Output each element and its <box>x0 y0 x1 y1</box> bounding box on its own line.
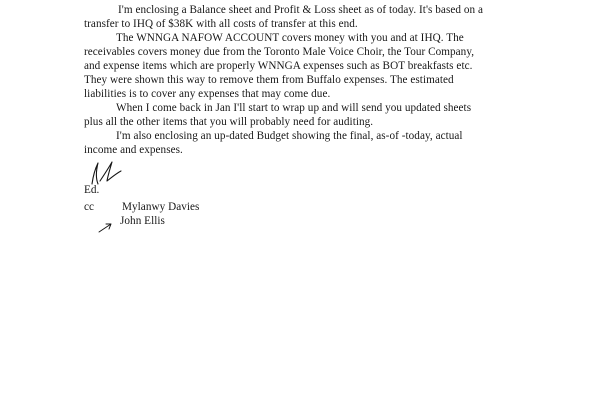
cc-label: cc <box>84 201 95 213</box>
paragraph-2-line-1: The WNNGA NAFOW ACCOUNT covers money with you and at IHQ. The <box>116 32 464 44</box>
paragraph-3-line-2: plus all the other items that you will probably need for auditing. <box>84 116 374 128</box>
signoff-name: Ed. <box>84 184 100 196</box>
paragraph-4-line-2: income and expenses. <box>84 144 183 156</box>
paragraph-2-line-4: They were shown this way to remove them from Buffalo expenses. The estimated <box>84 74 454 86</box>
paragraph-2-line-5: liabilities is to cover any expenses that may come due. <box>84 88 331 100</box>
cc-recipient-2: John Ellis <box>120 215 165 227</box>
paragraph-4-line-1: I'm also enclosing an up-dated Budget showing the final, as-of -today, actual <box>116 130 463 142</box>
paragraph-2-line-2: receivables covers money due from the Toronto Male Voice Choir, the Tour Company, <box>84 46 475 58</box>
paragraph-1-line-1: I'm enclosing a Balance sheet and Profit & Loss sheet as of today. It's based on a <box>118 4 483 16</box>
cc-recipient-1: Mylanwy Davies <box>122 201 200 213</box>
paragraph-1-line-2: transfer to IHQ of $38K with all costs of transfer at this end. <box>84 18 358 30</box>
paragraph-3-line-1: When I come back in Jan I'll start to wrap up and will send you updated sheets <box>116 102 472 114</box>
paragraph-2-line-3: and expense items which are properly WNNGA expenses such as BOT breakfasts etc. <box>84 60 473 72</box>
